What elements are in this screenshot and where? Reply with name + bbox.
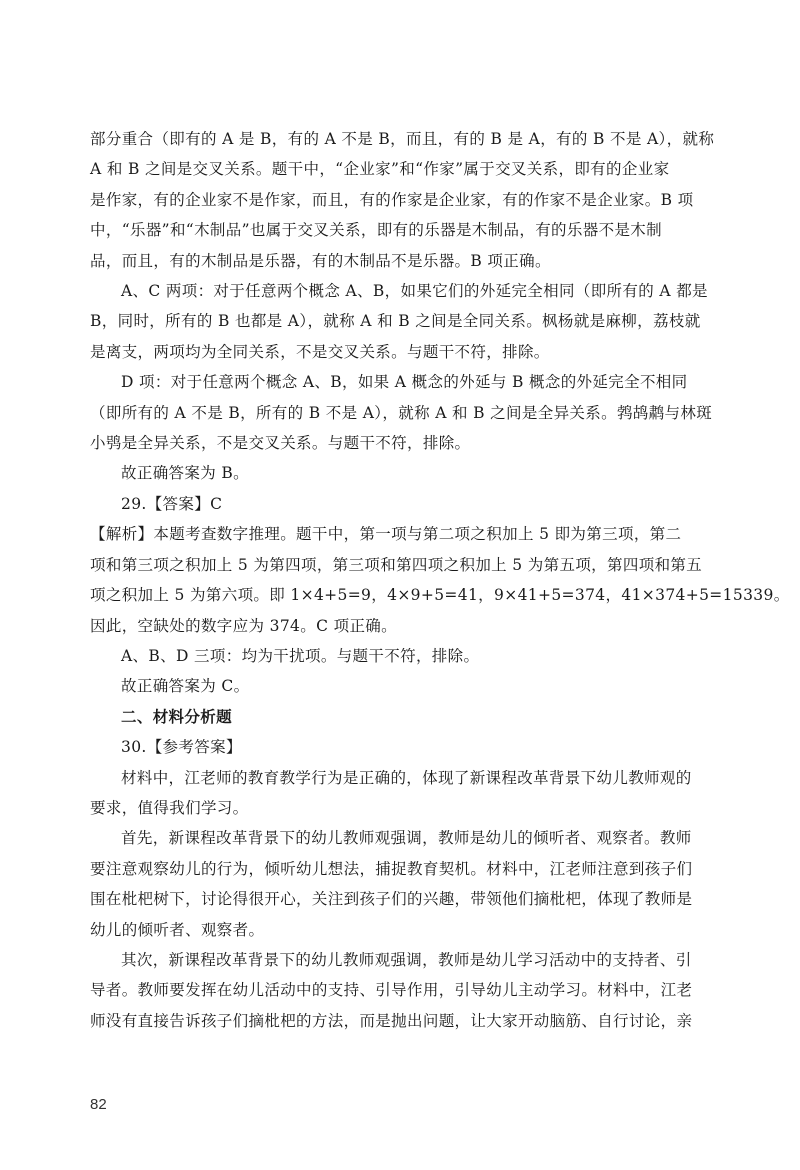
text-line: 故正确答案为 B。 bbox=[121, 464, 249, 483]
text-line: 小鸮是全异关系，不是交叉关系。与题干不符，排除。 bbox=[90, 434, 471, 453]
text-line: 中，“乐器”和“木制品”也属于交叉关系，即有的乐器是木制品，有的乐器不是木制 bbox=[90, 221, 662, 240]
text-line: 因此，空缺处的数字应为 374。C 项正确。 bbox=[90, 616, 397, 635]
section-heading bbox=[90, 702, 712, 732]
text-line: 师没有直接告诉孩子们摘枇杷的方法，而是抛出问题，让大家开动脑筋、自行讨论，亲 bbox=[90, 1011, 693, 1030]
text-line: 导者。教师要发挥在幼儿活动中的支持、引导作用，引导幼儿主动学习。材料中，江老 bbox=[90, 981, 693, 1000]
page-number: 82 bbox=[90, 1096, 107, 1113]
text-line: 故正确答案为 C。 bbox=[121, 677, 250, 696]
text-line: 项和第三项之积加上 5 为第四项，第三项和第四项之积加上 5 为第五项，第四项和第五 bbox=[90, 555, 703, 574]
text-line: 是离支，两项均为全同关系，不是交叉关系。与题干不符，排除。 bbox=[90, 342, 550, 361]
text-line: A、C 两项：对于任意两个概念 A、B，如果它们的外延完全相同（即所有的 A 都是 bbox=[121, 282, 708, 301]
paragraph bbox=[90, 458, 712, 488]
paragraph bbox=[90, 823, 712, 945]
paragraph bbox=[90, 276, 712, 367]
answer-heading bbox=[90, 732, 712, 762]
text-line: A、B、D 三项：均为干扰项。与题干不符，排除。 bbox=[121, 646, 480, 665]
paragraph bbox=[90, 124, 715, 276]
text-line: D 项：对于任意两个概念 A、B，如果 A 概念的外延与 B 概念的外延完全不相同 bbox=[121, 373, 688, 392]
text-line: 幼儿的倾听者、观察者。 bbox=[90, 920, 265, 939]
text-line: 其次，新课程改革背景下的幼儿教师观强调，教师是幼儿学习活动中的支持者、引 bbox=[121, 950, 692, 969]
paragraph bbox=[90, 945, 712, 1036]
text-line: 项之积加上 5 为第六项。即 1×4+5=9，4×9+5=41，9×41+5=374，41×374+5=15339。 bbox=[90, 586, 790, 605]
text-line: 品，而且，有的木制品是乐器，有的木制品不是乐器。B 项正确。 bbox=[90, 251, 551, 270]
text-line: 首先，新课程改革背景下的幼儿教师观强调，教师是幼儿的倾听者、观察者。教师 bbox=[121, 829, 692, 848]
text-line: 材料中，江老师的教育教学行为是正确的，体现了新课程改革背景下幼儿教师观的 bbox=[121, 768, 692, 787]
paragraph bbox=[90, 367, 712, 458]
text-line: 要求，值得我们学习。 bbox=[90, 798, 249, 817]
paragraph bbox=[90, 519, 790, 641]
text-line: 围在枇杷树下，讨论得很开心，关注到孩子们的兴趣，带领他们摘枇杷，体现了教师是 bbox=[90, 890, 693, 909]
paragraph bbox=[90, 641, 712, 671]
text-line: 是作家，有的企业家不是作家，而且，有的作家是企业家，有的作家不是企业家。B 项 bbox=[90, 190, 694, 209]
text-line: 30.【参考答案】 bbox=[121, 738, 242, 757]
text-line: B，同时，所有的 B 也都是 A），就称 A 和 B 之间是全同关系。枫杨就是麻柳，荔枝就 bbox=[90, 312, 701, 331]
text-line: （即所有的 A 不是 B，所有的 B 不是 A），就称 A 和 B 之间是全异关系。鹁鸪鹔与林斑 bbox=[90, 403, 713, 422]
paragraph bbox=[90, 763, 712, 824]
paragraph bbox=[90, 671, 712, 701]
text-line: 29.【答案】C bbox=[121, 494, 223, 513]
text-line: 部分重合（即有的 A 是 B，有的 A 不是 B，而且，有的 B 是 A，有的 B 不是 A），就称 bbox=[90, 130, 715, 148]
text-line: 要注意观察幼儿的行为，倾听幼儿想法，捕捉教育契机。材料中，江老师注意到孩子们 bbox=[90, 859, 693, 878]
document-body bbox=[90, 124, 790, 1036]
text-line: 二、材料分析题 bbox=[121, 706, 232, 726]
text-line: A 和 B 之间是交叉关系。题干中，“企业家”和“作家”属于交叉关系，即有的企业家 bbox=[90, 160, 670, 179]
answer-heading bbox=[90, 489, 712, 519]
text-line: 【解析】本题考查数字推理。题干中，第一项与第二项之积加上 5 即为第三项，第二 bbox=[90, 525, 682, 544]
